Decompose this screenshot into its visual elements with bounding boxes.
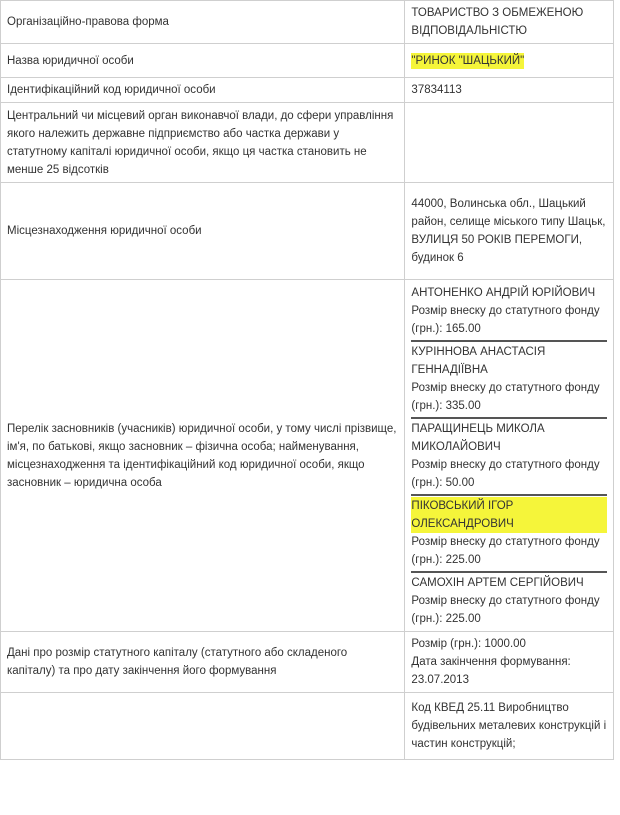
contribution-label: Розмір внеску до статутного фонду (грн.): <box>411 459 600 489</box>
contribution-label: Розмір внеску до статутного фонду (грн.): <box>411 595 600 625</box>
founder-name: АНТОНЕНКО АНДРІЙ ЮРІЙОВИЧ <box>411 287 596 299</box>
founder-name: ПАРАЩИНЕЦЬ МИКОЛА МИКОЛАЙОВИЧ <box>411 423 545 453</box>
founders-label: Перелік засновників (учасників) юридичної особи, у тому числі прізвище, ім'я, по батькові, якщо засновник – фізична особа; найменування, місцезнаходження та ідентифікаційний код юридичної особи, якщо засновник – юридична особа <box>1 280 405 632</box>
contribution-amount: 165.00 <box>445 323 481 335</box>
contribution-amount: 225.00 <box>445 613 481 625</box>
founder-item <box>411 573 607 630</box>
row-name <box>1 44 614 78</box>
contribution-label: Розмір внеску до статутного фонду (грн.): <box>411 536 600 566</box>
name-value: "РИНОК "ШАЦЬКИЙ" <box>411 54 525 67</box>
legal-form-value: ТОВАРИСТВО З ОБМЕЖЕНОЮ ВІДПОВІДАЛЬНІСТЮ <box>405 1 614 44</box>
code-value: 37834113 <box>405 78 614 103</box>
founder-item <box>411 496 607 573</box>
capital-size: Розмір (грн.): 1000.00 <box>411 638 526 650</box>
founder-item <box>411 283 607 342</box>
activity-label <box>1 693 405 760</box>
capital-label: Дані про розмір статутного капіталу (статутного або складеного капіталу) та про дату закінчення його формування <box>1 632 405 693</box>
contribution-label: Розмір внеску до статутного фонду (грн.): <box>411 305 600 335</box>
contribution-amount: 225.00 <box>445 554 481 566</box>
capital-end-date: Дата закінчення формування: 23.07.2013 <box>411 656 571 686</box>
founder-name: ПІКОВСЬКИЙ ІГОР ОЛЕКСАНДРОВИЧ <box>411 497 607 533</box>
founder-item <box>411 419 607 496</box>
row-activity <box>1 693 614 760</box>
location-label: Місцезнаходження юридичної особи <box>1 183 405 280</box>
row-capital <box>1 632 614 693</box>
row-location <box>1 183 614 280</box>
founders-list <box>405 280 614 632</box>
founder-name: САМОХІН АРТЕМ СЕРГІЙОВИЧ <box>411 577 584 589</box>
location-value: 44000, Волинська обл., Шацький район, селище міського типу Шацьк, ВУЛИЦЯ 50 РОКІВ ПЕРЕМОГИ, будинок 6 <box>405 183 614 280</box>
code-label: Ідентифікаційний код юридичної особи <box>1 78 405 103</box>
activity-value: Код КВЕД 25.11 Виробництво будівельних металевих конструкцій і частин конструкцій; <box>405 693 614 760</box>
contribution-label: Розмір внеску до статутного фонду (грн.): <box>411 382 600 412</box>
founder-item <box>411 342 607 419</box>
contribution-amount: 50.00 <box>445 477 475 489</box>
name-label: Назва юридичної особи <box>1 44 405 78</box>
authority-label: Центральний чи місцевий орган виконавчої влади, до сфери управління якого належить державне підприємство або частка держави у статутному капіталі юридичної особи, якщо ця частка становить не менше 25 відсотків <box>1 103 405 183</box>
authority-value <box>405 103 614 183</box>
founder-name: КУРІННОВА АНАСТАСІЯ ГЕННАДІЇВНА <box>411 346 546 376</box>
contribution-amount: 335.00 <box>445 400 481 412</box>
row-code <box>1 78 614 103</box>
row-legal-form <box>1 1 614 44</box>
legal-form-label: Організаційно-правова форма <box>1 1 405 44</box>
row-founders <box>1 280 614 632</box>
row-authority <box>1 103 614 183</box>
